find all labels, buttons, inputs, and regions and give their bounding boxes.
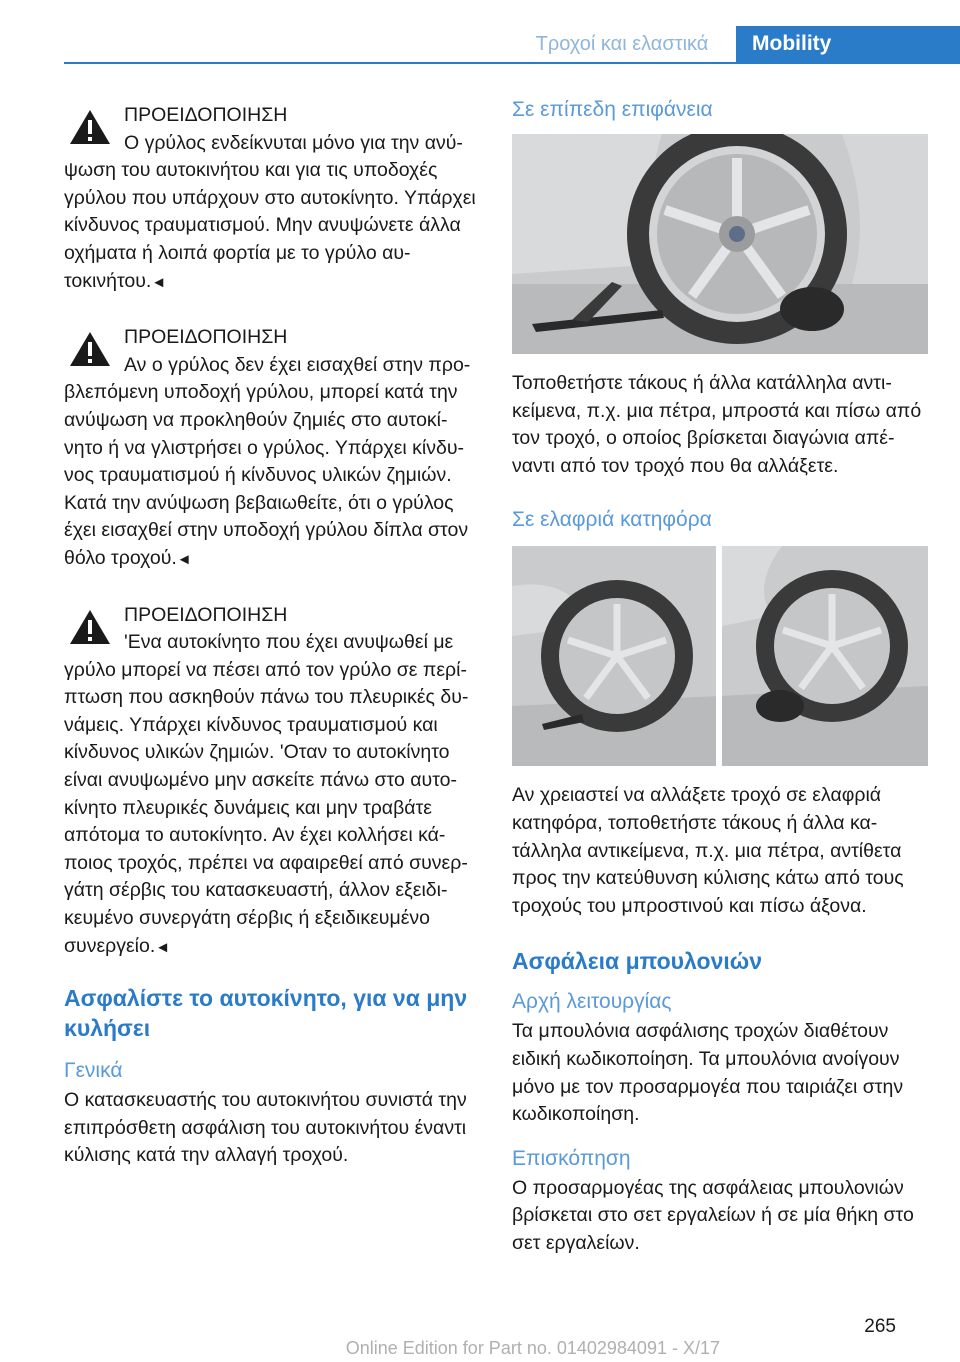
subsection-heading: Γενικά: [64, 1059, 123, 1083]
overview-paragraph: Ο προσαρμογέας της ασφάλειας μπουλονιών βρίσκεται στο σετ εργαλείων ή σε μία θήκη στο σετ εργαλείων.: [512, 1176, 914, 1254]
warning-block: [64, 96, 476, 296]
section-heading: Ασφαλίστε το αυτοκίνητο, για να μην κυλήσει: [64, 985, 468, 1042]
end-mark: ◄: [176, 550, 192, 568]
end-mark: ◄: [151, 273, 167, 291]
header-rule: [64, 62, 960, 64]
wheel-chocks-flat-illustration: [512, 134, 928, 354]
warning-text: Αν ο γρύλος δεν έχει εισαχθεί στην προβλεπόμενη υποδοχή γρύλου, μπορεί κατά την ανύψωση να προκληθούν ζημιές στο αυτοκίνητο ή να γλιστρήσει ο γρύλος. Υπάρχει κίνδυνος τραυματισμού ή κίνδυνος υλικών ζημιών. Κατά την ανύψωση βεβαιωθείτε, ότι ο γρύλος έχει εισαχθεί στην υποδοχή γρύλου δίπλα στον θόλο τροχού.: [64, 353, 471, 569]
running-header-chapter: Mobility: [736, 26, 960, 62]
slope-paragraph: Αν χρειαστεί να αλλάξετε τροχό σε ελαφριά κατηφόρα, τοποθετήστε τάκους ή άλλα κατάλληλα αντικείμενα, π.χ. μια πέτρα, αντίθετα προς την κατεύθυνση κύλισης κάτω από τους τροχούς του μπροστινού και πίσω άξονα.: [512, 784, 904, 917]
end-mark: ◄: [155, 938, 171, 956]
wheel-chocks-slope-illustration: [512, 546, 928, 766]
principle-paragraph: Τα μπουλόνια ασφάλισης τροχών διαθέτουν ειδική κωδικοποίηση. Τα μπουλόνια ανοίγουν μόνο με τον προσαρμογέα που ταιριάζει στην κωδικοποίηση.: [512, 1020, 904, 1126]
section-heading: Ασφάλεια μπουλονιών: [512, 948, 763, 975]
warning-title: ΠΡΟΕΙΔΟΠΟΙΗΣΗ: [124, 603, 288, 626]
general-paragraph: Ο κατασκευαστής του αυτοκινήτου συνιστά την επιπρόσθετη ασφάλιση του αυτοκινήτου έναντι κύλισης κατά την αλλαγή τροχού.: [64, 1089, 467, 1167]
warning-title: ΠΡΟΕΙΔΟΠΟΙΗΣΗ: [124, 326, 288, 349]
figure-slope: [512, 546, 928, 766]
warning-title: ΠΡΟΕΙΔΟΠΟΙΗΣΗ: [124, 104, 288, 126]
subsection-heading: Επισκόπηση: [512, 1146, 631, 1170]
running-header-section: Τροχοί και ελαστικά: [535, 33, 709, 55]
edition-note: Online Edition for Part no. 01402984091 - X/17: [345, 1338, 720, 1358]
page-number: 265: [864, 1316, 896, 1337]
warning-triangle-icon: [68, 108, 112, 146]
warning-text: Ο γρύλος ενδείκνυται μόνο για την ανύψωση του αυτοκινήτου και για τις υποδοχές γρύλου που υπάρχουν στο αυτοκίνητο. Υπάρχει κίνδυνος τραυματισμού. Μην ανυψώνετε άλλα οχήματα ή λοιπά φορτία με το γρύλο αυτοκινήτου.: [64, 131, 476, 292]
footer: [0, 1332, 960, 1362]
flat-surface-paragraph: Τοποθετήστε τάκους ή άλλα κατάλληλα αντικείμενα, π.χ. μια πέτρα, μπροστά και πίσω από τον τροχό, ο οποίος βρίσκεται διαγώνια απέναντι από τον τροχό που θα αλλάξετε.: [512, 372, 922, 477]
subsection-heading: Σε επίπεδη επιφάνεια: [512, 98, 713, 121]
subsection-heading: Σε ελαφριά κατηφόρα: [512, 508, 712, 532]
figure-flat-surface: [512, 134, 928, 354]
subsection-heading: Αρχή λειτουργίας: [512, 990, 672, 1014]
right-column: [512, 96, 930, 1258]
warning-triangle-icon: [68, 330, 112, 368]
warning-block: [64, 596, 476, 962]
warning-triangle-icon: [68, 608, 112, 646]
warning-block: [64, 318, 476, 573]
warning-text: 'Ενα αυτοκίνητο που έχει ανυψωθεί με γρύλο μπορεί να πέσει από τον γρύλο σε περίπτωση που ασκηθούν πάνω του πλευρικές δυνάμεις. Υπάρχει κίνδυνος τραυματισμού και κίνδυνος υλικών ζημιών. 'Οταν το αυτοκίνητο είναι ανυψωμένο μην ασκείτε πάνω στο αυτοκίνητο πλευρικές δυνάμεις και μην τραβάτε απότομα το αυτοκίνητο. Αν έχει κολλήσει κάποιος τροχός, πρέπει να αφαιρεθεί από συνεργάτη σέρβις του κατασκευαστή, άλλον εξειδικευμένο συνεργάτη σέρβις ή εξειδικευμένο συνεργείο.: [64, 631, 469, 957]
left-column: [64, 96, 476, 1170]
